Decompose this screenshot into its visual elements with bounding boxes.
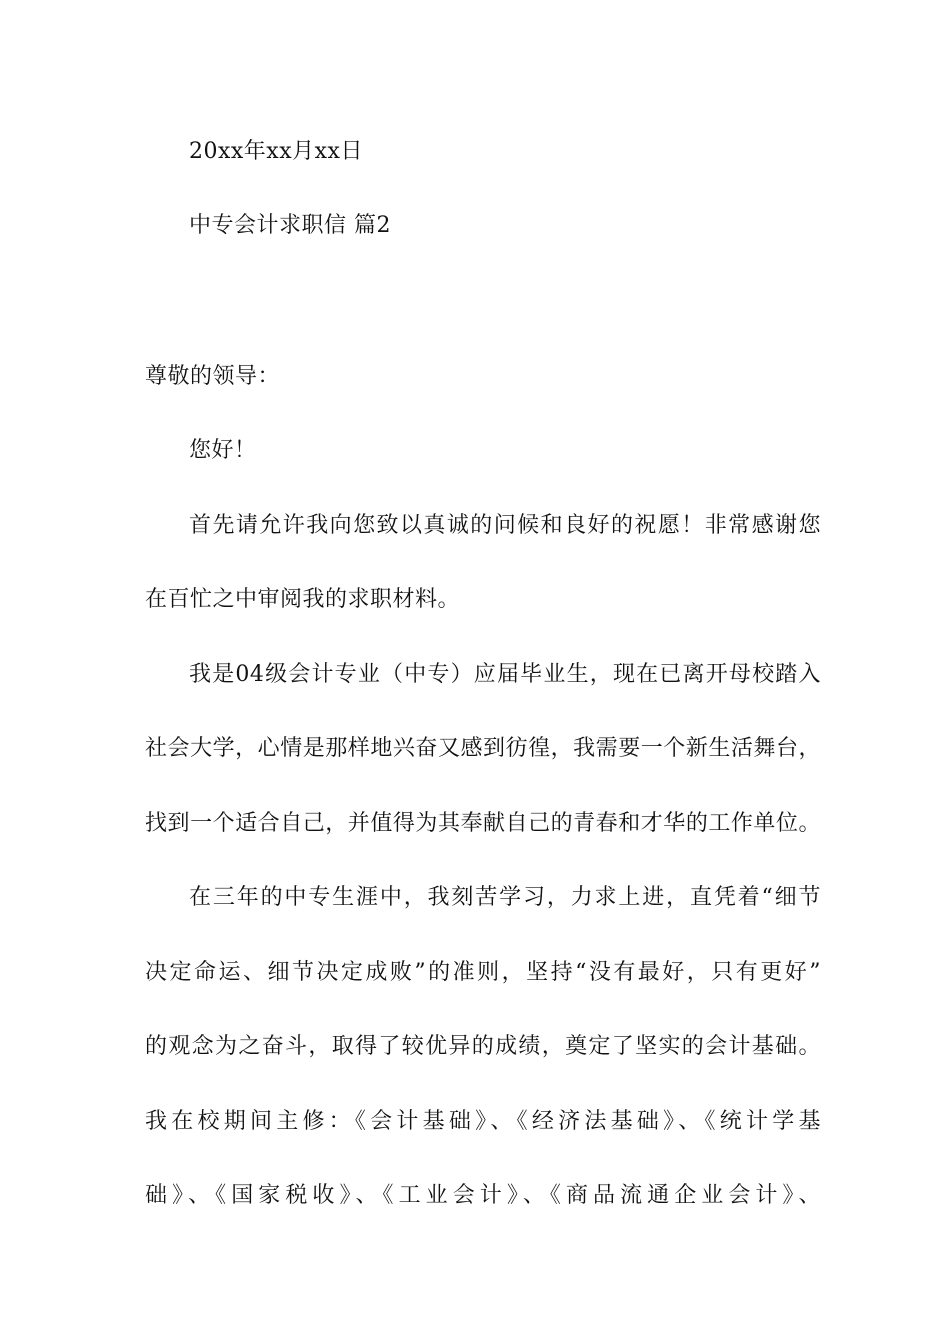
- paragraph-line: 找到一个适合自己，并值得为其奉献自己的青春和才华的工作单位。: [145, 811, 821, 836]
- section-heading: 中专会计求职信 篇2: [189, 213, 391, 238]
- paragraph-line: 决定命运、细节决定成败”的准则，坚持“没有最好，只有更好”: [145, 960, 821, 985]
- paragraph-line: 我是04级会计专业（中专）应届毕业生，现在已离开母校踏入: [189, 662, 821, 687]
- paragraph-line: 在三年的中专生涯中，我刻苦学习，力求上进，直凭着“细节: [189, 885, 821, 910]
- greeting: 您好！: [189, 438, 257, 463]
- paragraph-line: 我在校期间主修：《会计基础》、《经济法基础》、《统计学基: [145, 1109, 821, 1134]
- paragraph-line: 础》、《国家税收》、《工业会计》、《商品流通企业会计》、: [145, 1183, 821, 1208]
- paragraph-line: 社会大学，心情是那样地兴奋又感到彷徨，我需要一个新生活舞台，: [145, 736, 821, 761]
- paragraph-line: 首先请允许我向您致以真诚的问候和良好的祝愿！非常感谢您: [189, 513, 821, 538]
- paragraph-line: 的观念为之奋斗，取得了较优异的成绩，奠定了坚实的会计基础。: [145, 1034, 821, 1059]
- paragraph-line: 在百忙之中审阅我的求职材料。: [145, 587, 461, 612]
- date-line: 20xx年xx月xx日: [189, 139, 363, 164]
- salutation: 尊敬的领导：: [145, 364, 281, 389]
